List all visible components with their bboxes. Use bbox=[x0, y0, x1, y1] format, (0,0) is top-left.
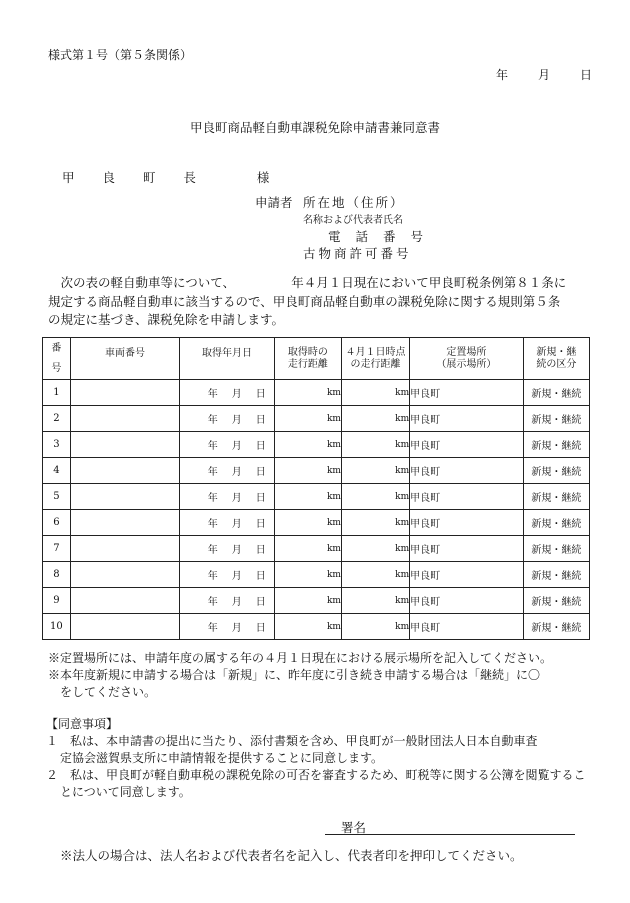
place-value: 甲良町 bbox=[410, 545, 441, 556]
consent-line: 定協会滋賀県支所に申請情報を提供することに同意します。 bbox=[60, 751, 384, 765]
km-unit: km bbox=[326, 413, 341, 424]
km-unit: km bbox=[395, 413, 410, 424]
row-number: 8 bbox=[43, 562, 71, 588]
header-kind: 新規・継 続の区分 bbox=[523, 338, 589, 380]
kind-cell[interactable] bbox=[523, 458, 589, 484]
dist-acq-cell[interactable] bbox=[274, 562, 341, 588]
date-unit-day: 日 bbox=[255, 519, 266, 530]
date-unit-day: 日 bbox=[255, 623, 266, 634]
dist-apr-cell[interactable] bbox=[341, 588, 409, 614]
vehicle-number-cell[interactable] bbox=[70, 588, 179, 614]
dist-apr-cell[interactable] bbox=[341, 510, 409, 536]
km-unit: km bbox=[326, 543, 341, 554]
header-acq-date: 取得年月日 bbox=[180, 338, 275, 380]
table-row bbox=[43, 432, 590, 458]
dist-apr-cell[interactable] bbox=[341, 432, 409, 458]
table-row bbox=[43, 614, 590, 640]
kind-value: 新規・継続 bbox=[531, 441, 582, 452]
header-no-line: 号 bbox=[51, 362, 62, 374]
acq-date-cell[interactable] bbox=[180, 536, 275, 562]
consent-line: とについて同意します。 bbox=[60, 785, 191, 799]
kind-value: 新規・継続 bbox=[531, 519, 582, 530]
date-unit-month: 月 bbox=[231, 441, 242, 452]
dist-apr-cell[interactable] bbox=[341, 562, 409, 588]
dist-acq-cell[interactable] bbox=[274, 510, 341, 536]
acq-date-cell[interactable] bbox=[180, 510, 275, 536]
km-unit: km bbox=[326, 439, 341, 450]
date-unit-month: 月 bbox=[231, 623, 242, 634]
date-unit-year: 年 bbox=[207, 493, 218, 504]
consent-section bbox=[46, 716, 586, 801]
km-unit: km bbox=[326, 569, 341, 580]
date-unit-month: 月 bbox=[231, 597, 242, 608]
date-unit-day: 日 bbox=[255, 493, 266, 504]
kind-cell[interactable] bbox=[523, 432, 589, 458]
place-value: 甲良町 bbox=[410, 441, 441, 452]
place-value: 甲良町 bbox=[410, 519, 441, 530]
document-title: 甲良町商品軽自動車課税免除申請書兼同意書 bbox=[189, 120, 440, 135]
km-unit: km bbox=[326, 491, 341, 502]
date-unit-year: 年 bbox=[207, 597, 218, 608]
note-line: をしてください。 bbox=[48, 685, 157, 699]
applicant-address-label: 所在地（住所） bbox=[303, 194, 405, 210]
kind-value: 新規・継続 bbox=[531, 623, 582, 634]
date-unit-year: 年 bbox=[207, 571, 218, 582]
date-month: 月 bbox=[538, 68, 551, 82]
intro-text bbox=[48, 274, 588, 330]
intro-line: の規定に基づき、課税免除を申請します。 bbox=[48, 312, 285, 327]
place-value: 甲良町 bbox=[410, 623, 441, 634]
kind-value: 新規・継続 bbox=[531, 493, 582, 504]
acq-date-cell[interactable] bbox=[180, 562, 275, 588]
place-value: 甲良町 bbox=[410, 415, 441, 426]
acq-date-cell[interactable] bbox=[180, 380, 275, 406]
kind-cell[interactable] bbox=[523, 562, 589, 588]
table-row bbox=[43, 484, 590, 510]
acq-date-cell[interactable] bbox=[180, 614, 275, 640]
date-unit-month: 月 bbox=[231, 545, 242, 556]
date-unit-month: 月 bbox=[231, 571, 242, 582]
acq-date-cell[interactable] bbox=[180, 484, 275, 510]
vehicle-number-cell[interactable] bbox=[70, 458, 179, 484]
header-dist-apr: ４月１日時点 の走行距離 bbox=[341, 338, 409, 380]
dist-acq-cell[interactable] bbox=[274, 458, 341, 484]
date-unit-month: 月 bbox=[231, 415, 242, 426]
km-unit: km bbox=[395, 387, 410, 398]
date-unit-day: 日 bbox=[255, 389, 266, 400]
vehicle-number-cell[interactable] bbox=[70, 432, 179, 458]
applicant-phone-label: 電話番号 bbox=[328, 228, 439, 244]
date-unit-year: 年 bbox=[207, 415, 218, 426]
km-unit: km bbox=[395, 569, 410, 580]
row-number: 7 bbox=[43, 536, 71, 562]
km-unit: km bbox=[326, 621, 341, 632]
km-unit: km bbox=[395, 439, 410, 450]
row-number: 6 bbox=[43, 510, 71, 536]
kind-value: 新規・継続 bbox=[531, 467, 582, 478]
place-cell[interactable] bbox=[410, 380, 524, 406]
row-number: 10 bbox=[43, 614, 71, 640]
dist-apr-cell[interactable] bbox=[341, 536, 409, 562]
row-number: 4 bbox=[43, 458, 71, 484]
note-line: ※定置場所には、申請年度の属する年の４月１日現在における展示場所を記入してください。 bbox=[48, 651, 553, 665]
date-unit-year: 年 bbox=[207, 519, 218, 530]
row-number: 5 bbox=[43, 484, 71, 510]
form-number: 様式第１号（第５条関係） bbox=[48, 48, 193, 62]
header-dist-acq: 取得時の 走行距離 bbox=[274, 338, 341, 380]
table-row bbox=[43, 536, 590, 562]
acq-date-cell[interactable] bbox=[180, 406, 275, 432]
km-unit: km bbox=[326, 517, 341, 528]
dist-acq-cell[interactable] bbox=[274, 406, 341, 432]
date-unit-day: 日 bbox=[255, 467, 266, 478]
place-value: 甲良町 bbox=[410, 389, 441, 400]
place-cell[interactable] bbox=[410, 614, 524, 640]
vehicle-number-cell[interactable] bbox=[70, 510, 179, 536]
header-place: 定置場所 （展示場所） bbox=[410, 338, 524, 380]
applicant-name-label: 名称および代表者氏名 bbox=[303, 215, 403, 226]
acq-date-cell[interactable] bbox=[180, 588, 275, 614]
kind-value: 新規・継続 bbox=[531, 545, 582, 556]
place-cell[interactable] bbox=[410, 484, 524, 510]
date-unit-month: 月 bbox=[231, 467, 242, 478]
header-vehicle: 車両番号 bbox=[70, 338, 179, 380]
date-unit-year: 年 bbox=[207, 545, 218, 556]
place-cell[interactable] bbox=[410, 510, 524, 536]
table-row bbox=[43, 380, 590, 406]
acq-date-cell[interactable] bbox=[180, 458, 275, 484]
date-unit-year: 年 bbox=[207, 441, 218, 452]
km-unit: km bbox=[326, 595, 341, 606]
place-value: 甲良町 bbox=[410, 597, 441, 608]
km-unit: km bbox=[395, 491, 410, 502]
notes bbox=[48, 650, 552, 701]
table-row bbox=[43, 510, 590, 536]
date-unit-day: 日 bbox=[255, 441, 266, 452]
row-number: 1 bbox=[43, 380, 71, 406]
header-no-line: 番 bbox=[51, 342, 62, 354]
row-number: 3 bbox=[43, 432, 71, 458]
dist-acq-cell[interactable] bbox=[274, 484, 341, 510]
table-row bbox=[43, 588, 590, 614]
place-cell[interactable] bbox=[410, 536, 524, 562]
kind-cell[interactable] bbox=[523, 484, 589, 510]
date-unit-year: 年 bbox=[207, 623, 218, 634]
consent-heading: 【同意事項】 bbox=[46, 717, 119, 731]
dist-apr-cell[interactable] bbox=[341, 406, 409, 432]
table-row bbox=[43, 458, 590, 484]
consent-line: ２ 私は、甲良町が軽自動車税の課税免除の可否を審査するため、町税等に関する公簿を閲覧するこ bbox=[46, 768, 586, 782]
intro-line: 規定する商品軽自動車に該当するので、甲良町商品軽自動車の課税免除に関する規則第５条 bbox=[48, 293, 561, 309]
km-unit: km bbox=[395, 517, 410, 528]
kind-value: 新規・継続 bbox=[531, 571, 582, 582]
dist-acq-cell[interactable] bbox=[274, 432, 341, 458]
signature-line[interactable] bbox=[325, 834, 575, 835]
dist-acq-cell[interactable] bbox=[274, 380, 341, 406]
row-number: 2 bbox=[43, 406, 71, 432]
addressee: 甲 良 町 長 様 bbox=[62, 170, 282, 185]
km-unit: km bbox=[326, 387, 341, 398]
header-no bbox=[43, 338, 71, 380]
table-header-row bbox=[43, 338, 590, 380]
intro-line: 次の表の軽自動車等について、 年４月１日現在において甲良町税条例第８１条に bbox=[48, 275, 567, 290]
km-unit: km bbox=[395, 543, 410, 554]
consent-line: １ 私は、本申請書の提出に当たり、添付書類を含め、甲良町が一般財団法人日本自動車査 bbox=[46, 734, 538, 748]
km-unit: km bbox=[395, 465, 410, 476]
dist-acq-cell[interactable] bbox=[274, 588, 341, 614]
kind-cell[interactable] bbox=[523, 536, 589, 562]
date-unit-month: 月 bbox=[231, 389, 242, 400]
place-value: 甲良町 bbox=[410, 467, 441, 478]
km-unit: km bbox=[395, 621, 410, 632]
place-cell[interactable] bbox=[410, 588, 524, 614]
date-year: 年 bbox=[496, 68, 509, 82]
dist-apr-cell[interactable] bbox=[341, 380, 409, 406]
place-cell[interactable] bbox=[410, 406, 524, 432]
dist-apr-cell[interactable] bbox=[341, 614, 409, 640]
kind-cell[interactable] bbox=[523, 510, 589, 536]
date-line bbox=[496, 66, 592, 83]
applicant-block bbox=[255, 193, 438, 261]
date-unit-day: 日 bbox=[255, 545, 266, 556]
vehicle-number-cell[interactable] bbox=[70, 380, 179, 406]
date-unit-day: 日 bbox=[255, 597, 266, 608]
date-unit-day: 日 bbox=[255, 571, 266, 582]
signature-label: 署名 bbox=[341, 820, 367, 835]
date-unit-day: 日 bbox=[255, 415, 266, 426]
dist-acq-cell[interactable] bbox=[274, 536, 341, 562]
place-cell[interactable] bbox=[410, 432, 524, 458]
kind-cell[interactable] bbox=[523, 614, 589, 640]
date-unit-year: 年 bbox=[207, 467, 218, 478]
vehicle-table bbox=[42, 337, 590, 640]
vehicle-number-cell[interactable] bbox=[70, 614, 179, 640]
kind-value: 新規・継続 bbox=[531, 597, 582, 608]
applicant-label: 申請者 bbox=[255, 194, 293, 210]
vehicle-number-cell[interactable] bbox=[70, 406, 179, 432]
table-row bbox=[43, 562, 590, 588]
kind-value: 新規・継続 bbox=[531, 389, 582, 400]
final-note: ※法人の場合は、法人名および代表者名を記入し、代表者印を押印してください。 bbox=[60, 848, 523, 863]
vehicle-number-cell[interactable] bbox=[70, 484, 179, 510]
table-row bbox=[43, 406, 590, 432]
dist-apr-cell[interactable] bbox=[341, 484, 409, 510]
kind-cell[interactable] bbox=[523, 406, 589, 432]
kind-cell[interactable] bbox=[523, 588, 589, 614]
dist-apr-cell[interactable] bbox=[341, 458, 409, 484]
date-unit-month: 月 bbox=[231, 493, 242, 504]
place-value: 甲良町 bbox=[410, 571, 441, 582]
place-cell[interactable] bbox=[410, 458, 524, 484]
date-unit-month: 月 bbox=[231, 519, 242, 530]
dist-acq-cell[interactable] bbox=[274, 614, 341, 640]
applicant-license-label: 古物商許可番号 bbox=[303, 245, 412, 261]
place-cell[interactable] bbox=[410, 562, 524, 588]
vehicle-number-cell[interactable] bbox=[70, 536, 179, 562]
kind-value: 新規・継続 bbox=[531, 415, 582, 426]
vehicle-number-cell[interactable] bbox=[70, 562, 179, 588]
km-unit: km bbox=[395, 595, 410, 606]
km-unit: km bbox=[326, 465, 341, 476]
acq-date-cell[interactable] bbox=[180, 432, 275, 458]
date-day: 日 bbox=[580, 68, 593, 82]
date-unit-year: 年 bbox=[207, 389, 218, 400]
kind-cell[interactable] bbox=[523, 380, 589, 406]
row-number: 9 bbox=[43, 588, 71, 614]
place-value: 甲良町 bbox=[410, 493, 441, 504]
note-line: ※本年度新規に申請する場合は「新規」に、昨年度に引き続き申請する場合は「継続」に〇 bbox=[48, 668, 541, 682]
